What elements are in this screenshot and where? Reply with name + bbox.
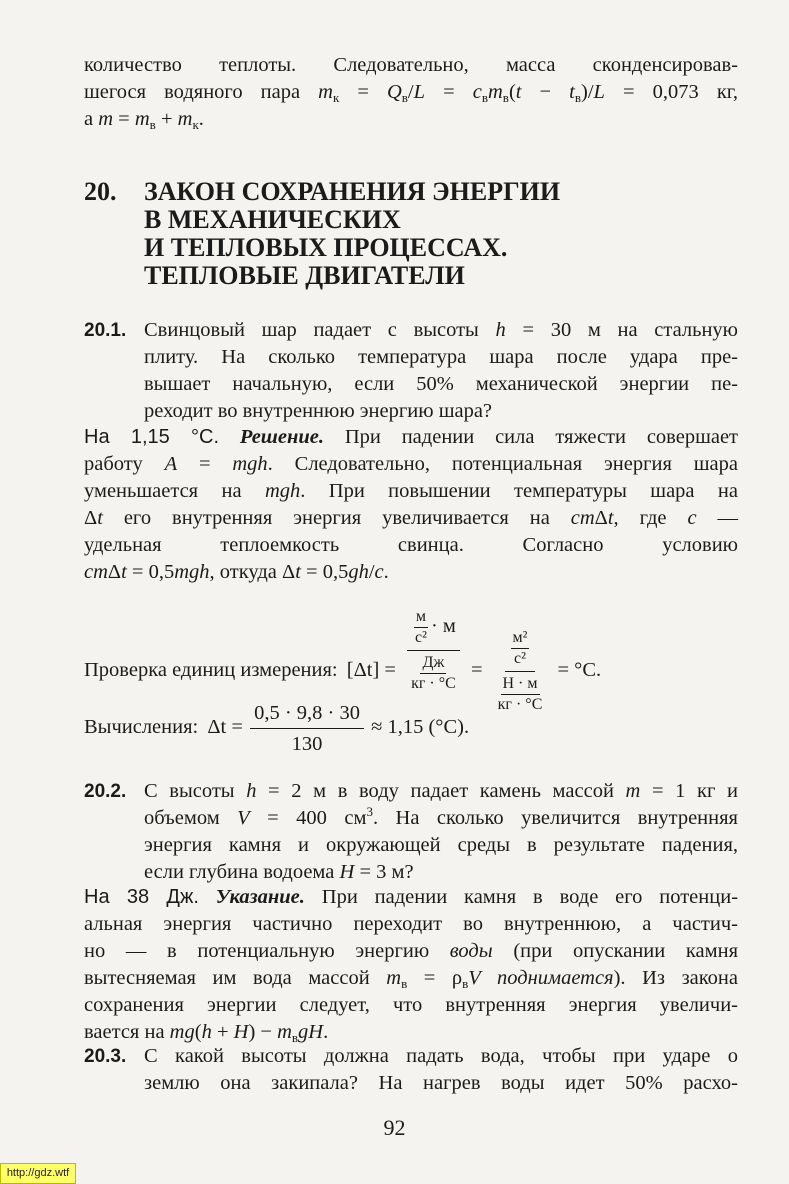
- problem-text: [144, 778, 738, 886]
- solution-line: Δt его внутренняя энергия увеличивается на cmΔt, где c —: [84, 507, 739, 529]
- problem-line: объемом V = 400 $см^3$. На сколько увеличится внутренняя: [144, 804, 738, 829]
- problem-line: плиту. На сколько температура шара после удара пре-: [144, 346, 738, 368]
- solution-line: На 38 Дж. Указание. При падении камня в воде его потенци-: [84, 886, 739, 908]
- problem-20-2: [84, 778, 738, 886]
- problem-number: 20.1.: [84, 320, 127, 341]
- problem-line: вышает начальную, если 50% механической энергии пе-: [144, 373, 738, 395]
- solution-line: вается на $mg(h + H) - m_вgH$.: [84, 1021, 329, 1045]
- section-title-line: И ТЕПЛОВЫХ ПРОЦЕССАХ.: [144, 233, 508, 262]
- problem-line: Свинцовый шар падает с высоты h = 30 м на стальную: [144, 319, 738, 341]
- solution-line: сохранения энергии следует, что внутренняя энергия увеличи-: [84, 994, 738, 1016]
- problem-number: 20.3.: [84, 1046, 127, 1067]
- answer: На 1,15 °C.: [84, 426, 220, 448]
- problem-line: энергия камня и окружающей среды в результате падения,: [144, 834, 738, 856]
- solution-line: удельная теплоемкость свинца. Согласно условию: [84, 534, 738, 556]
- page-number: 92: [383, 1115, 406, 1140]
- units-check-line: Проверка единиц измерения: [Δt] = $\frac{м}{\text{с²}}$ · м $\frac{Дж}{кг \cdot ^\circ C}$ = $\frac{\frac{\text{м²}}{\text{с²}}}{\frac{Н \cdot м}{кг \cdot ^\circ C}}$ = °C.: [84, 608, 602, 713]
- problem-text: [144, 317, 738, 425]
- problem-20-3: [84, 1043, 738, 1097]
- section-number: 20.: [84, 177, 117, 206]
- problem-number: 20.2.: [84, 781, 127, 802]
- units-fraction-2: $\frac{\frac{\text{м²}}{\text{с²}}}{\frac{Н \cdot м}{кг \cdot ^\circ C}}$: [497, 629, 543, 713]
- problem-line: С какой высоты должна падать вода, чтобы при ударе о: [144, 1045, 738, 1067]
- problem-text: [144, 1043, 738, 1097]
- problem-line: землю она закипала? На нагрев воды идет 50% расхо-: [144, 1072, 738, 1094]
- solution-line: уменьшается на mgh. При повышении температуры шара на: [84, 480, 738, 502]
- solution-line: альная энергия частично переходит во внутреннюю, а частич-: [84, 913, 738, 935]
- watermark-link[interactable]: http://gdz.wtf: [0, 1163, 76, 1184]
- solution-line: На 1,15 °C. Решение. При падении сила тяжести совершает: [84, 426, 739, 448]
- solution-line: но — в потенциальную энергию воды (при опускании камня: [84, 940, 738, 962]
- intro-line-1: количество теплоты. Следовательно, масса сконденсировав-: [84, 54, 738, 76]
- solution-tag: Указание.: [215, 886, 305, 908]
- solution-line: вытесняемая им вода массой $m_в = \rho_вV$ поднимается). Из закона: [84, 967, 739, 991]
- calc-fraction: $\frac{0,5 \cdot 9,8 \cdot 30}{130}$: [250, 700, 364, 757]
- problem-20-1: [84, 317, 738, 425]
- problem-line: если глубина водоема H = 3 м?: [144, 861, 414, 883]
- section-title-line: ЗАКОН СОХРАНЕНИЯ ЭНЕРГИИ: [144, 177, 561, 206]
- problem-line: С высоты h = 2 м в воду падает камень массой m = 1 кг и: [144, 780, 739, 802]
- intro-line-2: шегося водяного пара $m_к = Q_в/L = c_вm_в(t - t_в)/L = 0,073$ кг,: [84, 81, 739, 105]
- solution-20-2: [84, 884, 738, 1046]
- solution-line: cmΔt = 0,5mgh, откуда Δt = 0,5gh/c.: [84, 561, 389, 583]
- problem-line: реходит во внутреннюю энергию шара?: [144, 400, 493, 422]
- units-fraction-1: $\frac{м}{\text{с²}}$ · м $\frac{Дж}{кг \cdot ^\circ C}$: [403, 607, 464, 694]
- intro-paragraph: [84, 52, 738, 133]
- solution-20-1: [84, 424, 738, 586]
- solution-line: работу A = mgh. Следовательно, потенциальная энергия шара: [84, 453, 739, 475]
- solution-tag: Решение.: [239, 426, 324, 448]
- calculation: Вычисления: Δt = $\frac{0,5 \cdot 9,8 \cdot 30}{130}$ ≈ 1,15 (°C).: [84, 702, 470, 755]
- section-title-line: В МЕХАНИЧЕСКИХ: [144, 205, 401, 234]
- intro-line-3: а $m = m_в + m_к$.: [84, 108, 204, 132]
- section-title: [144, 178, 560, 290]
- section-title-line: ТЕПЛОВЫЕ ДВИГАТЕЛИ: [144, 261, 465, 290]
- answer: На 38 Дж.: [84, 886, 199, 908]
